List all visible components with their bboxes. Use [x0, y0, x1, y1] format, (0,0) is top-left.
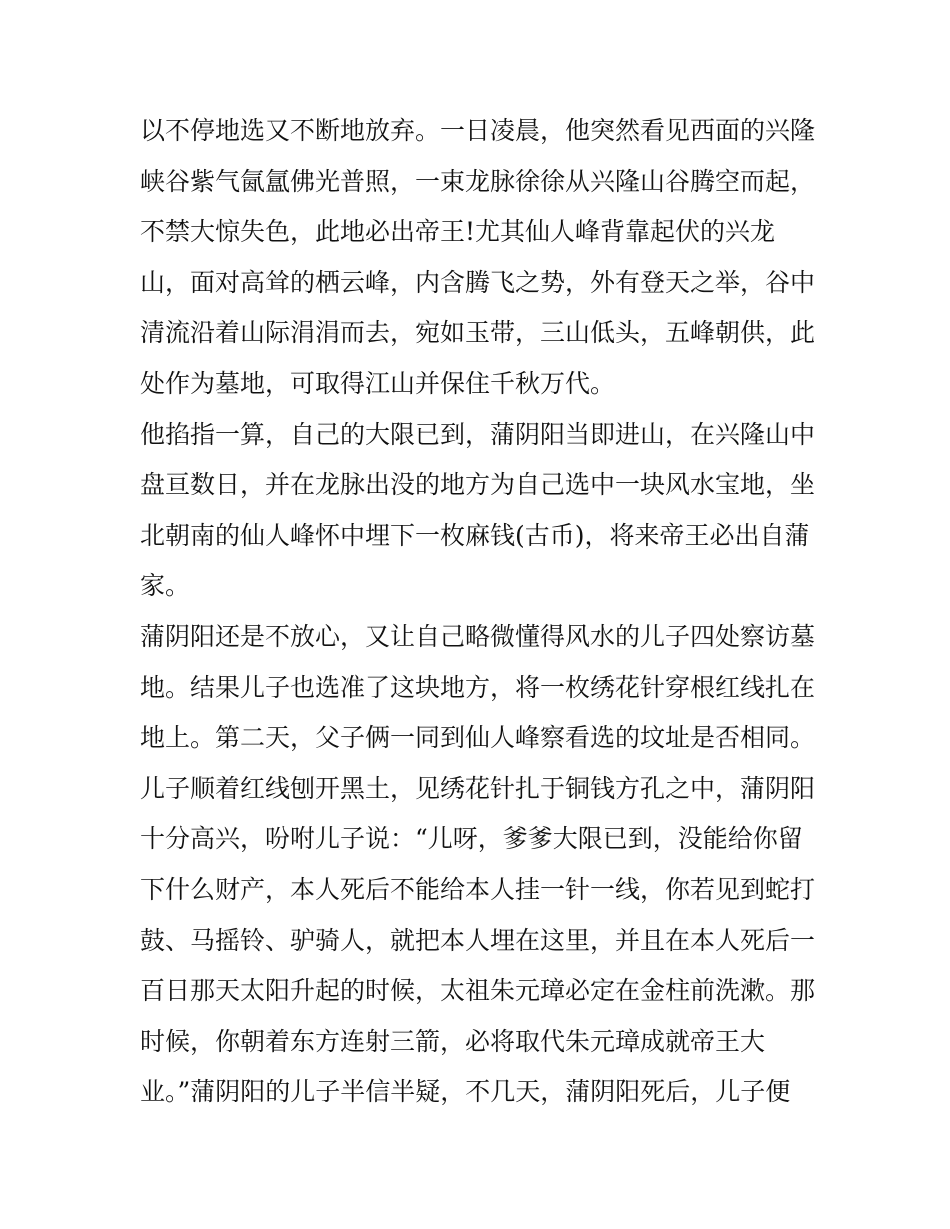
text-line-8: 盘亘数日，并在龙脉出没的地方为自己选中一块风水宝地，坐 [140, 470, 816, 499]
text-line-20: 业。”蒲阴阳的儿子半信半疑，不几天，蒲阴阳死后，儿子便 [140, 1077, 791, 1106]
text-line-14: 儿子顺着红线刨开黑土，见绣花针扎于铜钱方孔之中，蒲阴阳 [140, 774, 816, 803]
text-line-1: 以不停地选又不断地放弃。一日凌晨，他突然看见西面的兴隆 [140, 116, 816, 145]
text-line-3: 不禁大惊失色，此地必出帝王!尤其仙人峰背靠起伏的兴龙 [140, 217, 776, 246]
text-line-4: 山，面对高耸的栖云峰，内含腾飞之势，外有登天之举，谷中 [140, 268, 816, 297]
text-line-5: 清流沿着山际涓涓而去，宛如玉带，三山低头，五峰朝供，此 [140, 318, 816, 347]
text-line-6: 处作为墓地，可取得江山并保住千秋万代。 [140, 369, 616, 398]
text-line-13: 地上。第二天，父子俩一同到仙人峰察看选的坟址是否相同。 [140, 723, 816, 752]
text-line-18: 百日那天太阳升起的时候，太祖朱元璋必定在金柱前洗漱。那 [140, 976, 816, 1005]
text-line-12: 地。结果儿子也选准了这块地方，将一枚绣花针穿根红线扎在 [140, 673, 816, 702]
text-line-2: 峡谷紫气氤氲佛光普照，一束龙脉徐徐从兴隆山谷腾空而起， [140, 167, 816, 196]
text-line-9: 北朝南的仙人峰怀中埋下一枚麻钱(古币)，将来帝王必出自蒲 [140, 521, 810, 550]
text-line-15: 十分高兴，吩咐儿子说：“儿呀，爹爹大限已到，没能给你留 [140, 824, 803, 853]
text-line-7: 他掐指一算，自己的大限已到，蒲阴阳当即进山，在兴隆山中 [140, 420, 816, 449]
text-line-19: 时候，你朝着东方连射三箭，必将取代朱元璋成就帝王大 [140, 1027, 766, 1056]
text-line-11: 蒲阴阳还是不放心，又让自己略微懂得风水的儿子四处察访墓 [140, 622, 816, 651]
text-line-10: 家。 [140, 571, 191, 600]
text-line-16: 下什么财产，本人死后不能给本人挂一针一线，你若见到蛇打 [140, 875, 816, 904]
text-line-17: 鼓、马摇铃、驴骑人，就把本人埋在这里，并且在本人死后一 [140, 926, 816, 955]
